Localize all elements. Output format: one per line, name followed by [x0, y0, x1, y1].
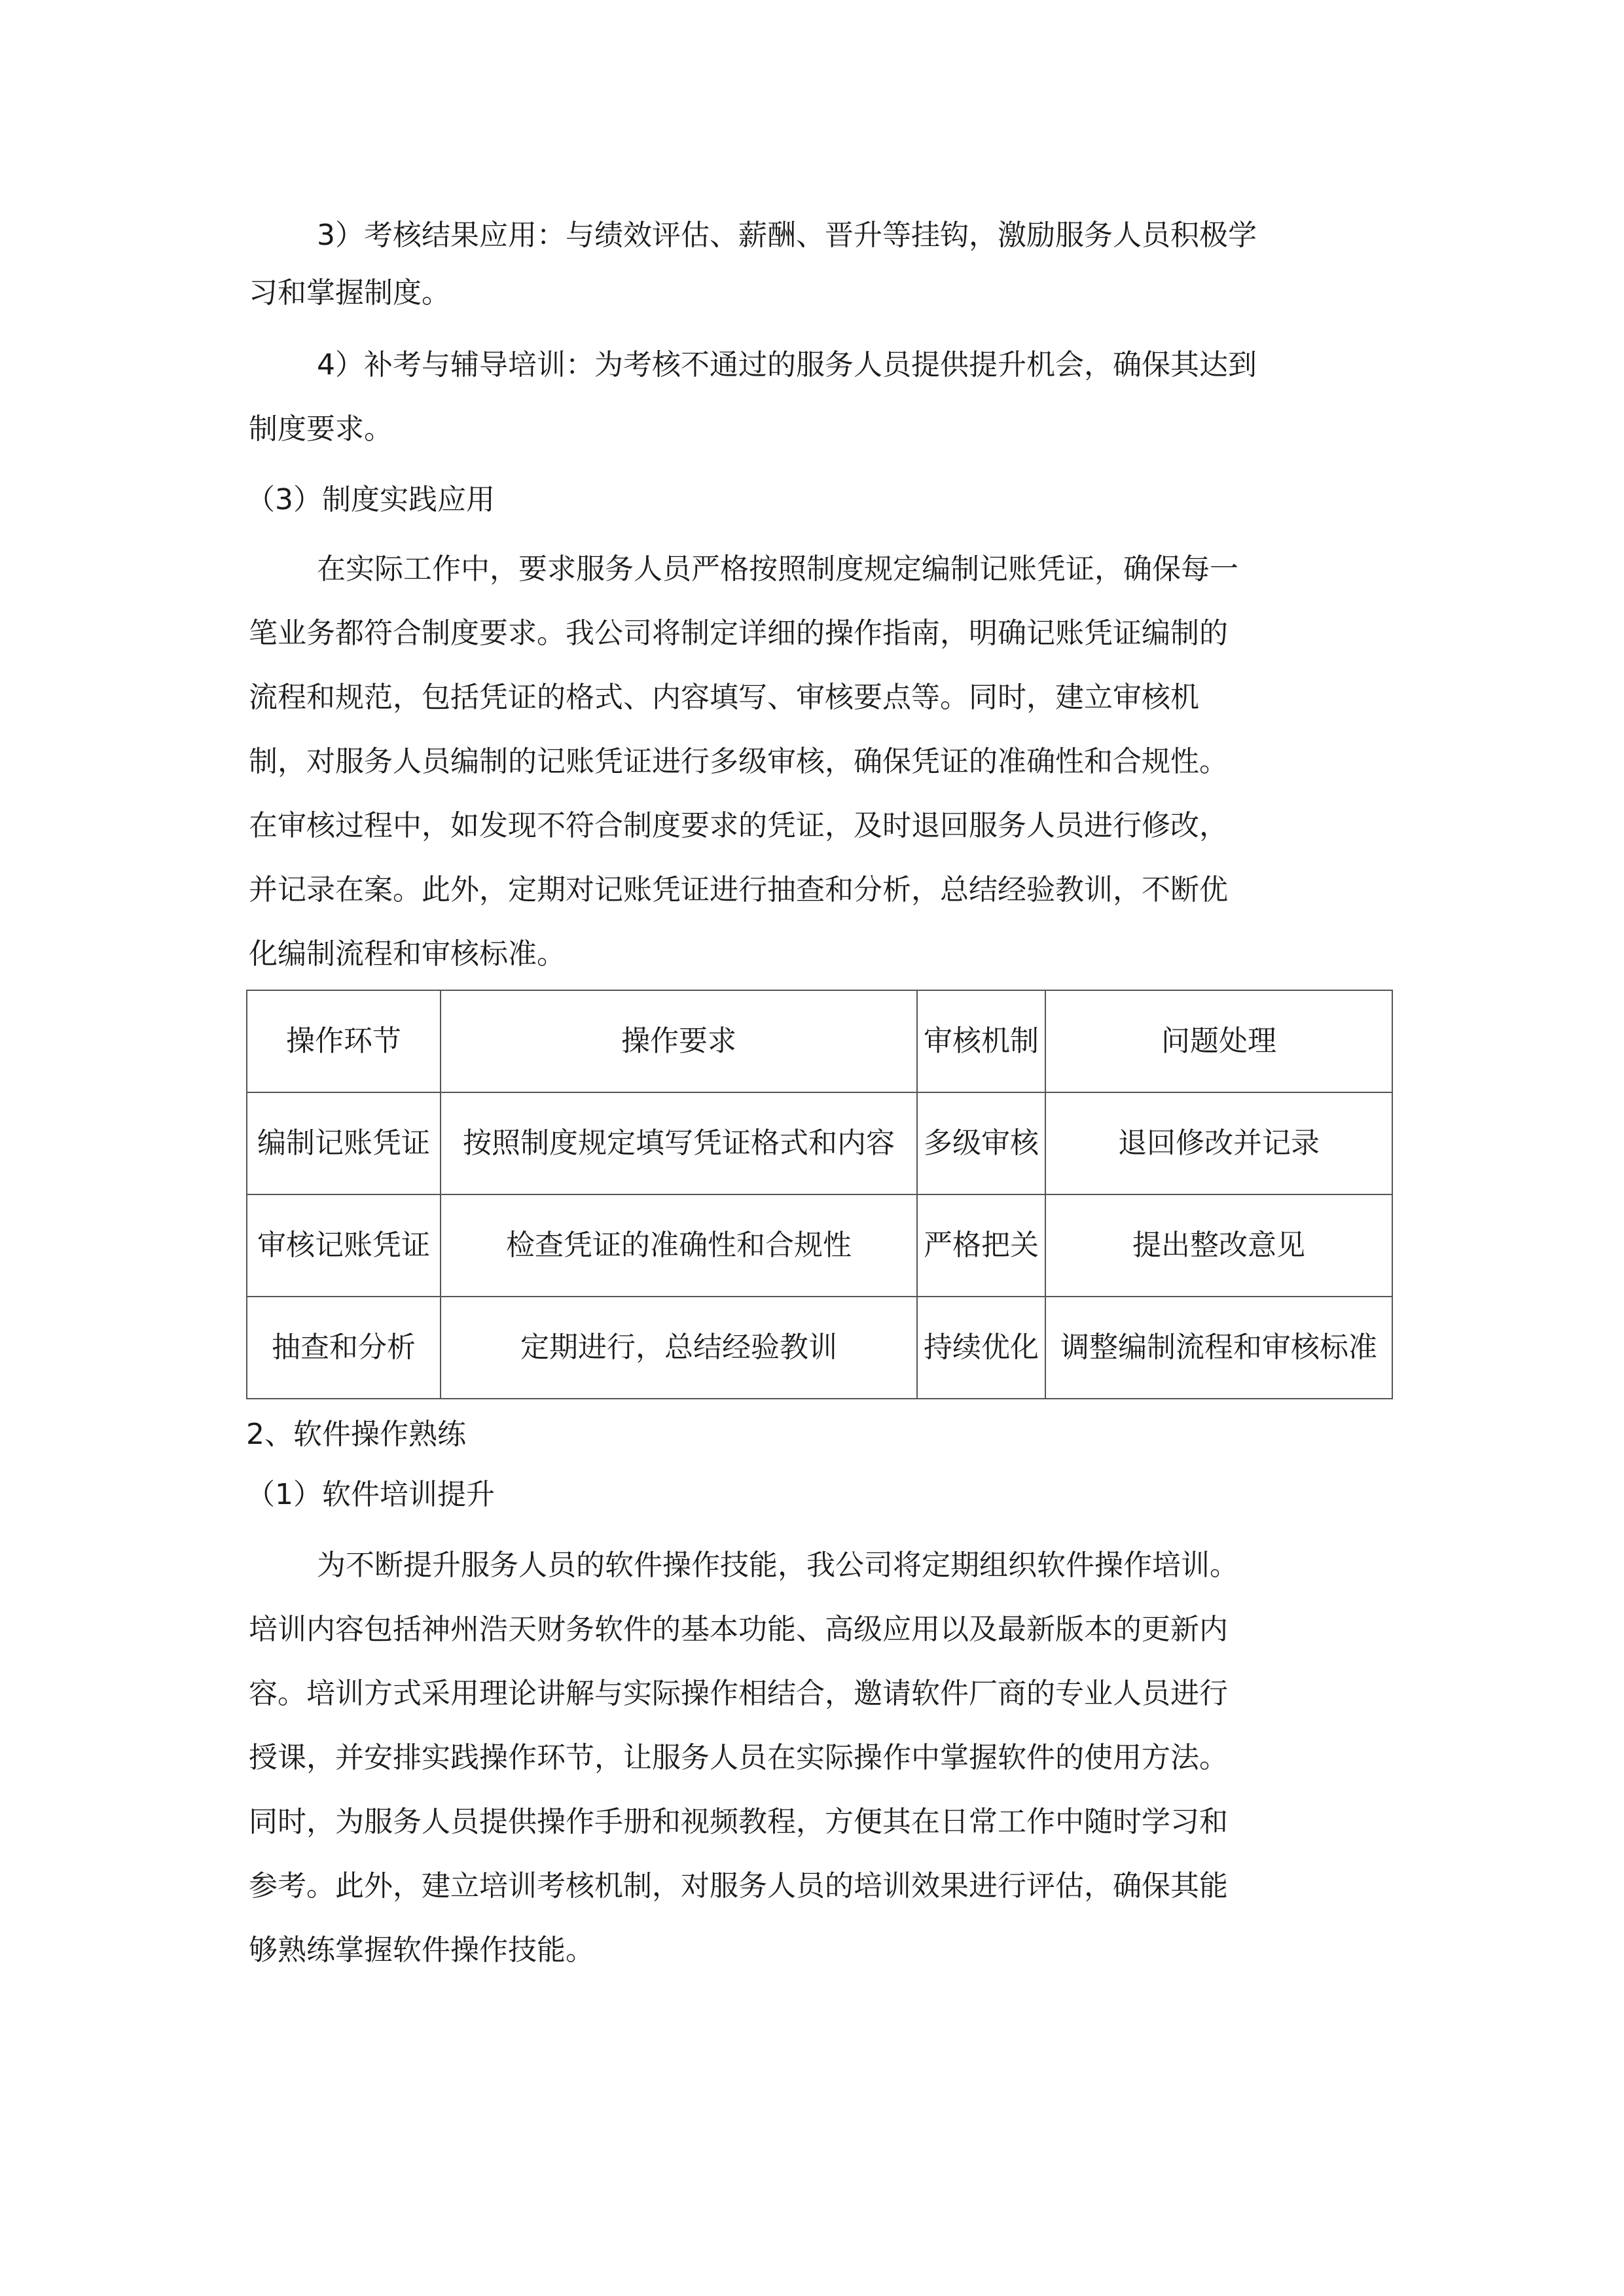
table-cell: 检查凭证的准确性和合规性	[441, 1194, 917, 1297]
paragraph-4-line-7: 够熟练掌握软件操作技能。	[249, 1933, 594, 1967]
paragraph-4-line-4: 授课，并安排实践操作环节，让服务人员在实际操作中掌握软件的使用方法。	[249, 1741, 1228, 1774]
table-cell: 调整编制流程和审核标准	[1045, 1297, 1392, 1399]
paragraph-3-line-7: 化编制流程和审核标准。	[249, 937, 566, 971]
table-cell: 提出整改意见	[1045, 1194, 1392, 1297]
table-cell: 定期进行，总结经验教训	[441, 1297, 917, 1399]
table-header-row	[247, 990, 1392, 1092]
table-row	[247, 1092, 1392, 1194]
paragraph-1-line-2: 习和掌握制度。	[249, 276, 450, 310]
paragraph-4-line-6: 参考。此外，建立培训考核机制，对服务人员的培训效果进行评估，确保其能	[249, 1869, 1228, 1903]
section-heading-practice: （3）制度实践应用	[246, 483, 495, 516]
table-header-cell: 问题处理	[1045, 990, 1392, 1092]
table-header-cell: 审核机制	[917, 990, 1045, 1092]
section-heading-training: （1）软件培训提升	[246, 1478, 495, 1511]
table-header-cell: 操作环节	[247, 990, 441, 1092]
paragraph-3-line-2: 笔业务都符合制度要求。我公司将制定详细的操作指南，明确记账凭证编制的	[249, 617, 1228, 650]
table-cell: 严格把关	[917, 1194, 1045, 1297]
table-cell: 审核记账凭证	[247, 1194, 441, 1297]
paragraph-1-line-1: 3）考核结果应用：与绩效评估、薪酬、晋升等挂钩，激励服务人员积极学	[317, 219, 1257, 252]
paragraph-4-line-1: 为不断提升服务人员的软件操作技能，我公司将定期组织软件操作培训。	[317, 1549, 1238, 1582]
table-row	[247, 1297, 1392, 1399]
paragraph-4-line-3: 容。培训方式采用理论讲解与实际操作相结合，邀请软件厂商的专业人员进行	[249, 1677, 1228, 1710]
table-cell: 退回修改并记录	[1045, 1092, 1392, 1194]
table-header-cell: 操作要求	[441, 990, 917, 1092]
paragraph-3-line-6: 并记录在案。此外，定期对记账凭证进行抽查和分析，总结经验教训，不断优	[249, 873, 1228, 906]
paragraph-3-line-1: 在实际工作中，要求服务人员严格按照制度规定编制记账凭证，确保每一	[317, 552, 1238, 586]
table-cell: 编制记账凭证	[247, 1092, 441, 1194]
paragraph-4-line-2: 培训内容包括神州浩天财务软件的基本功能、高级应用以及最新版本的更新内	[249, 1613, 1228, 1646]
paragraph-3-line-3: 流程和规范，包括凭证的格式、内容填写、审核要点等。同时，建立审核机	[249, 681, 1199, 714]
table-cell: 持续优化	[917, 1297, 1045, 1399]
table-cell: 抽查和分析	[247, 1297, 441, 1399]
paragraph-3-line-4: 制，对服务人员编制的记账凭证进行多级审核，确保凭证的准确性和合规性。	[249, 745, 1228, 778]
paragraph-4-line-5: 同时，为服务人员提供操作手册和视频教程，方便其在日常工作中随时学习和	[249, 1805, 1228, 1839]
process-table	[246, 990, 1393, 1399]
paragraph-3-line-5: 在审核过程中，如发现不符合制度要求的凭证，及时退回服务人员进行修改，	[249, 809, 1228, 842]
paragraph-2-line-1: 4）补考与辅导培训：为考核不通过的服务人员提供提升机会，确保其达到	[317, 348, 1257, 382]
table-cell: 多级审核	[917, 1092, 1045, 1194]
table-cell: 按照制度规定填写凭证格式和内容	[441, 1092, 917, 1194]
table-row	[247, 1194, 1392, 1297]
paragraph-2-line-2: 制度要求。	[249, 412, 393, 446]
section-heading-software: 2、软件操作熟练	[246, 1418, 466, 1451]
